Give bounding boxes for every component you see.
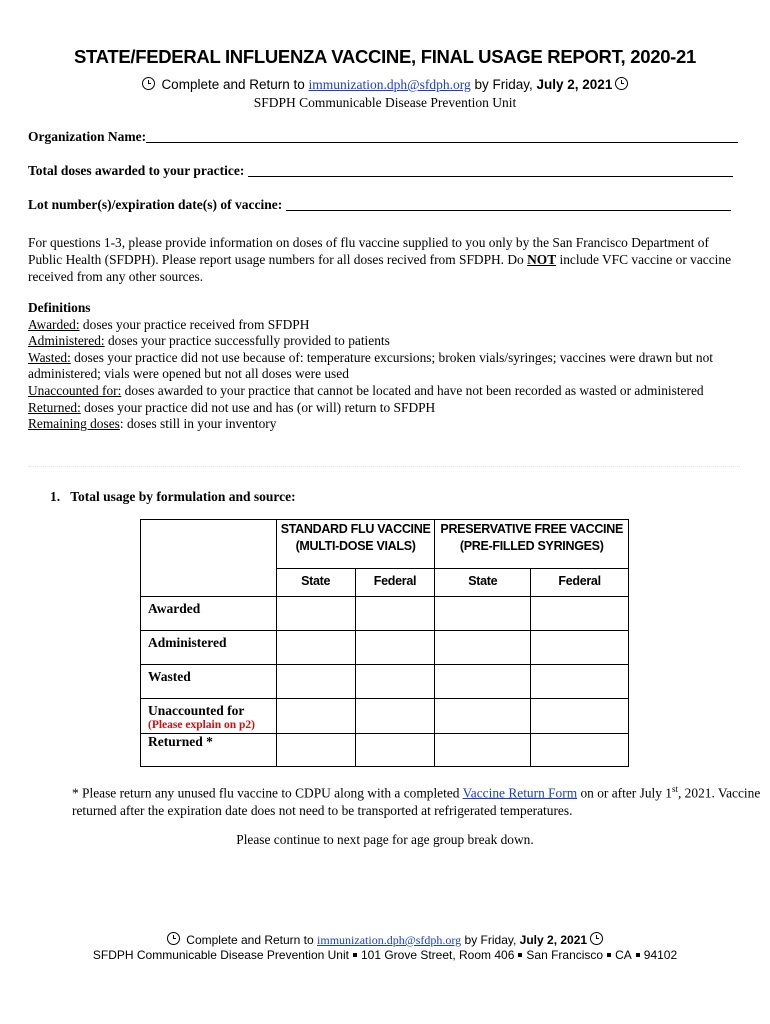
footer-address: SFDPH Communicable Disease Prevention Unit 101 Grove Street, Room 406 San Francisco CA 94102 [92, 948, 678, 962]
header-preservative-free: PRESERVATIVE FREE VACCINE (PRE-FILLED SYRINGES) [435, 520, 629, 569]
table-corner-cell [141, 520, 277, 597]
table-row [141, 699, 629, 734]
row-label-unaccounted: Unaccounted for (Please explain on p2) [141, 699, 277, 734]
instructions-paragraph [28, 234, 740, 285]
definition-item: Awarded: doses your practice received from SFDPH [28, 316, 310, 332]
question-1-heading [50, 489, 296, 505]
input-cell[interactable] [276, 699, 355, 734]
bullet-icon [353, 953, 357, 957]
total-doses-line[interactable] [248, 164, 733, 177]
row-label-returned: Returned * [141, 734, 277, 767]
input-cell[interactable] [435, 597, 531, 631]
organization-name-label: Organization Name: [28, 129, 147, 144]
row-label-administered: Administered [141, 631, 277, 665]
definition-item: Returned: doses your practice did not use and has (or will) return to SFDPH [28, 399, 436, 415]
total-doses-field[interactable] [28, 163, 733, 179]
input-cell[interactable] [355, 734, 435, 767]
input-cell[interactable] [276, 631, 355, 665]
input-cell[interactable] [531, 699, 629, 734]
table-row [141, 631, 629, 665]
bullet-icon [636, 953, 640, 957]
table-row [141, 734, 629, 767]
lot-numbers-line[interactable] [286, 198, 731, 211]
footer-email-link[interactable]: immunization.dph@sfdph.org [317, 933, 462, 947]
return-prefix: Complete and Return to [161, 77, 305, 92]
lot-numbers-label: Lot number(s)/expiration date(s) of vaccine: [28, 197, 283, 212]
page-title: STATE/FEDERAL INFLUENZA VACCINE, FINAL USAGE REPORT, 2020-21 [73, 46, 697, 67]
clock-icon [167, 932, 180, 945]
input-cell[interactable] [531, 665, 629, 699]
header-standard-flu: STANDARD FLU VACCINE (MULTI-DOSE VIALS) [276, 520, 435, 569]
input-cell[interactable] [355, 631, 435, 665]
input-cell[interactable] [276, 597, 355, 631]
input-cell[interactable] [355, 665, 435, 699]
lot-numbers-field[interactable] [28, 197, 731, 213]
input-cell[interactable] [355, 597, 435, 631]
input-cell[interactable] [435, 631, 531, 665]
definitions-heading: Definitions [28, 300, 91, 315]
email-link[interactable]: immunization.dph@sfdph.org [308, 77, 471, 92]
subheader-federal: Federal [531, 569, 629, 597]
input-cell[interactable] [531, 631, 629, 665]
usage-table [140, 519, 629, 767]
row-label-wasted: Wasted [141, 665, 277, 699]
clock-icon [142, 77, 155, 90]
question-number: 1. [50, 489, 61, 504]
total-doses-label: Total doses awarded to your practice: [28, 163, 245, 178]
input-cell[interactable] [435, 699, 531, 734]
instructions-text-2: include VFC vaccine or vaccine received from any other sources. [28, 252, 732, 284]
vaccine-return-form-link[interactable]: Vaccine Return Form [462, 785, 578, 801]
continue-note: Please continue to next page for age group break down. [236, 832, 534, 847]
input-cell[interactable] [435, 734, 531, 767]
input-cell[interactable] [276, 734, 355, 767]
row-label-awarded: Awarded [141, 597, 277, 631]
instructions-not: NOT [527, 252, 557, 267]
input-cell[interactable] [355, 699, 435, 734]
input-cell[interactable] [531, 597, 629, 631]
instructions-text-1: For questions 1-3, please provide information on doses of flu vaccine supplied to you only by the San Francisco Department of Public Health (SFDPH). Please report usage numbers for all doses recived from SFDPH. Do [28, 235, 709, 267]
subheader-federal: Federal [355, 569, 435, 597]
clock-icon [590, 932, 603, 945]
definition-item: Remaining doses: doses still in your inventory [28, 416, 277, 432]
table-row [141, 665, 629, 699]
organization-name-field[interactable] [28, 129, 738, 145]
table-row [141, 597, 629, 631]
subheader-state: State [435, 569, 531, 597]
return-instructions [0, 77, 770, 93]
definition-item: Unaccounted for: doses awarded to your practice that cannot be located and have not been recorded as wasted or administered [28, 382, 704, 398]
unit-name: SFDPH Communicable Disease Prevention Unit [253, 95, 517, 110]
section-divider [28, 466, 740, 467]
bullet-icon [607, 953, 611, 957]
definitions [28, 300, 743, 433]
return-footnote: * Please return any unused flu vaccine to CDPU along with a completed Vaccine Return Form on or after July 1st, 2021. Vaccine returned after the expiration date does not need to be transported at refrigerated temperatures. [72, 784, 761, 819]
input-cell[interactable] [276, 665, 355, 699]
return-by: by Friday, [474, 77, 533, 92]
definition-item: Wasted: doses your practice did not use because of: temperature excursions; broken vials/syringes; vaccines were drawn but not administered; vials were opened but not all doses were used [28, 349, 713, 382]
subheader-state: State [276, 569, 355, 597]
bullet-icon [518, 953, 522, 957]
return-date: July 2, 2021 [536, 77, 613, 92]
organization-name-line[interactable] [146, 130, 738, 143]
input-cell[interactable] [435, 665, 531, 699]
question-title: Total usage by formulation and source: [70, 489, 296, 504]
definition-item: Administered: doses your practice successfully provided to patients [28, 333, 390, 349]
clock-icon [615, 77, 628, 90]
input-cell[interactable] [531, 734, 629, 767]
unaccounted-note: (Please explain on p2) [148, 719, 256, 731]
footer-return-line: Complete and Return to immunization.dph@sfdph.org by Friday, July 2, 2021 [0, 932, 770, 948]
